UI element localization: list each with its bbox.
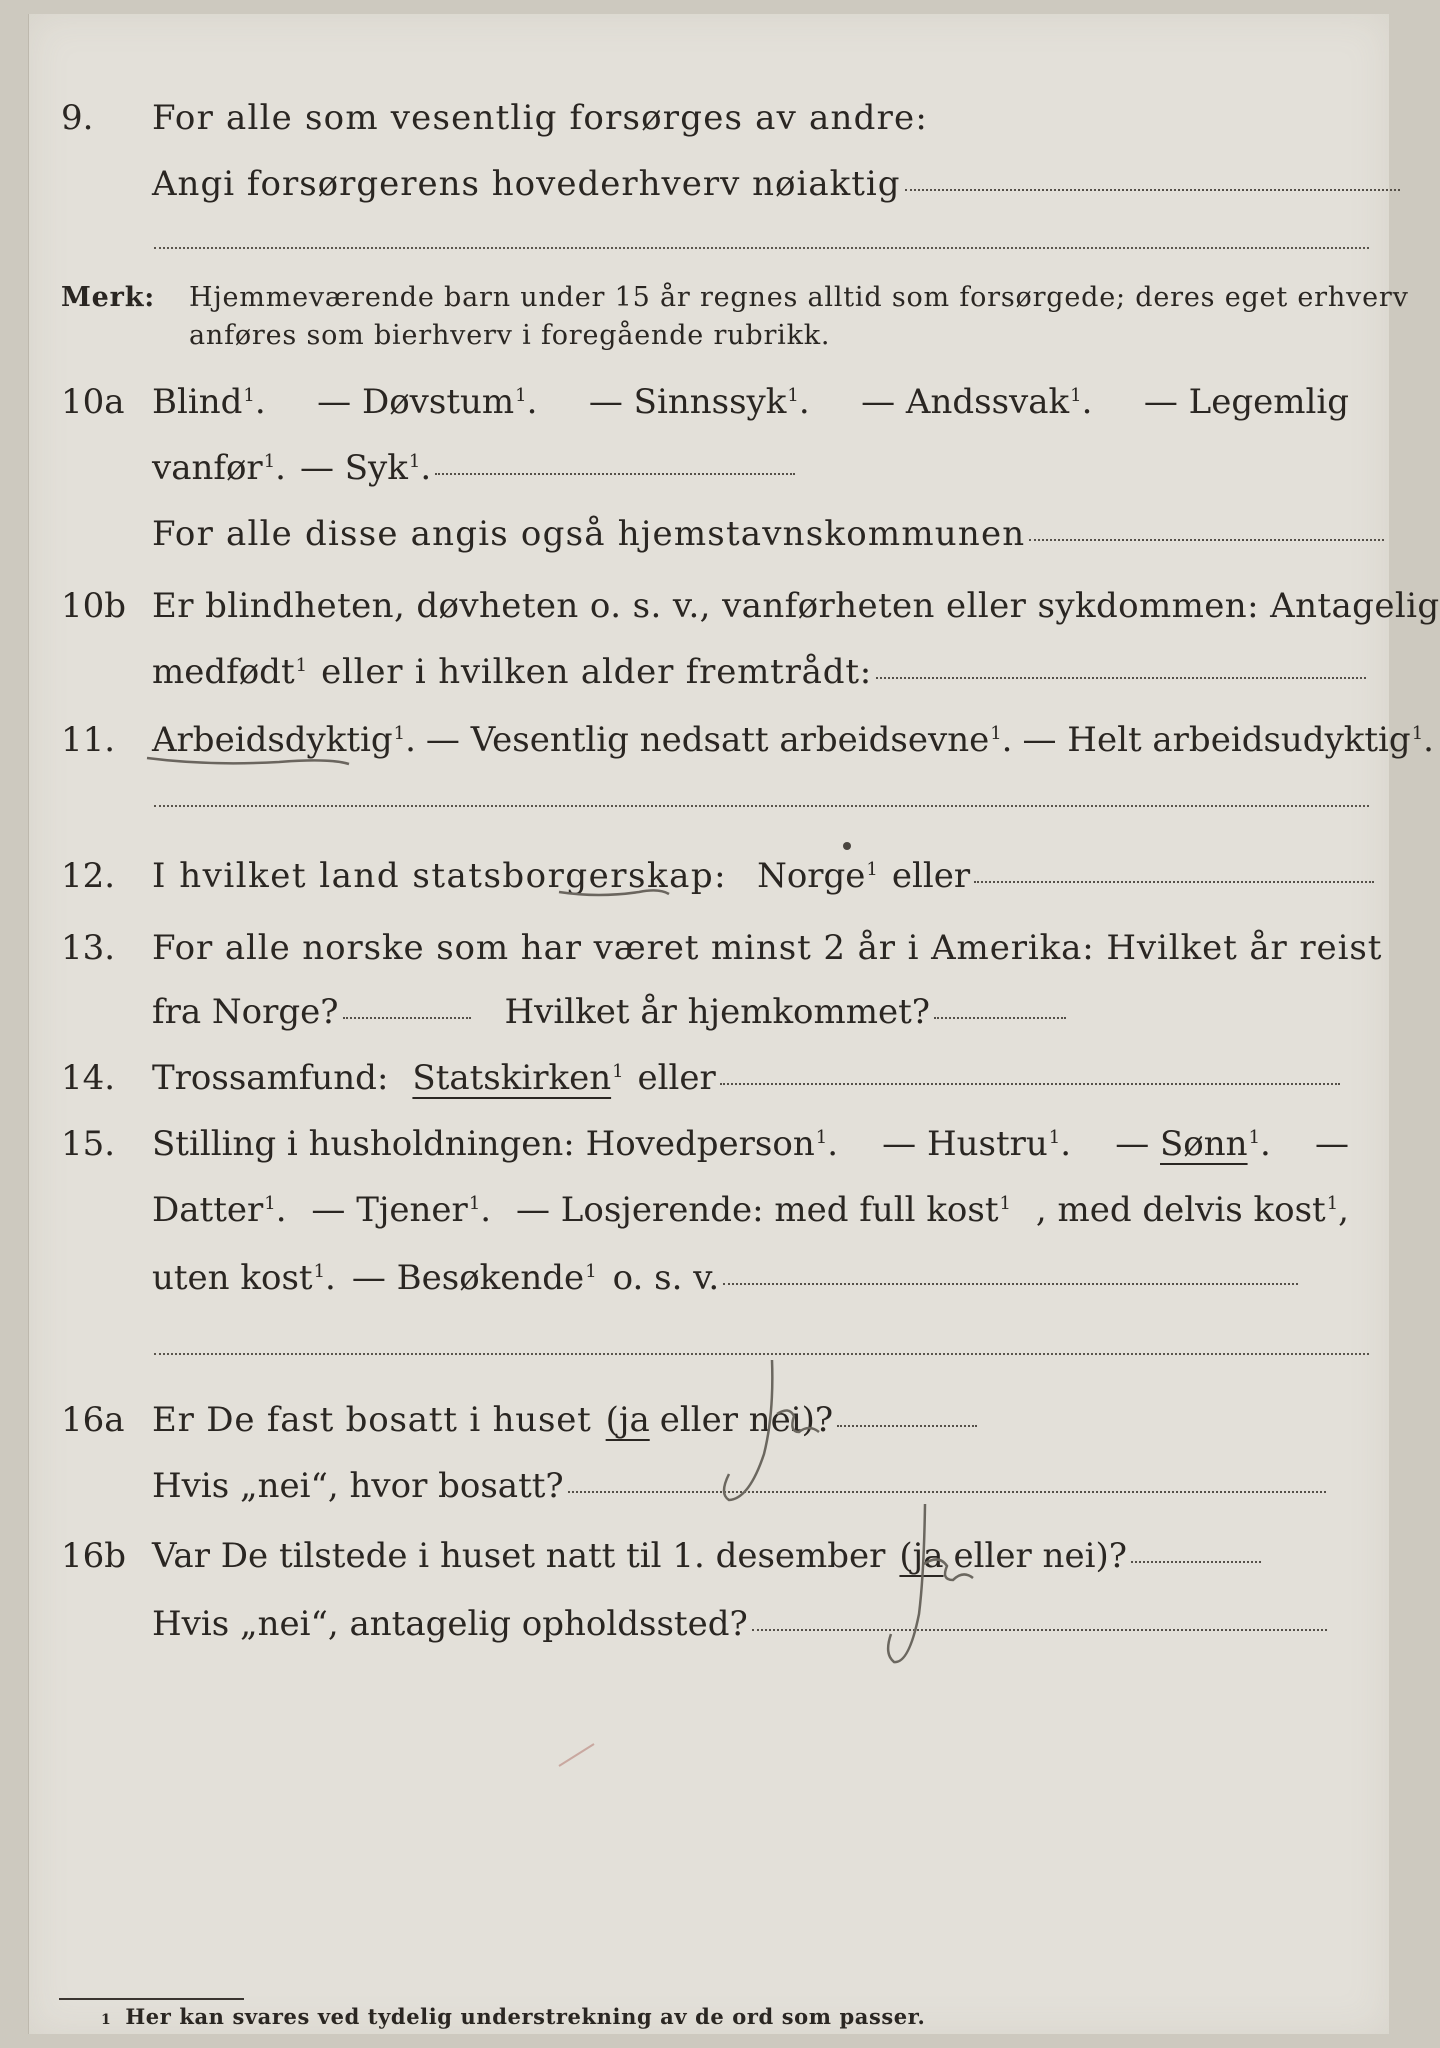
q9-provider-label: Angi forsørgerens hovederhverv nøiaktig <box>152 164 901 204</box>
stray-pencil-mark <box>559 1744 594 1766</box>
option-tjener[interactable]: — Tjener$^1$. <box>311 1190 492 1230</box>
q14-line1: Trossamfund: Statskirken$^1$ eller <box>152 1058 1340 1098</box>
option-hovedperson[interactable]: Stilling i husholdningen: Hovedperson$^1$. <box>152 1124 838 1164</box>
question-number-11: 11. <box>61 720 116 760</box>
q9-text: For alle som vesentlig forsørges av andre: <box>152 98 929 138</box>
option-statskirken[interactable]: Statskirken$^1$ <box>412 1058 624 1098</box>
option-nedsatt[interactable]: — Vesentlig nedsatt arbeidsevne$^1$. <box>425 720 1013 760</box>
q16b-line1: Var De tilstede i huset natt til 1. desember (ja eller nei)? <box>152 1536 1261 1576</box>
hjemstavnskommune-label: For alle disse angis også hjemstavnskommunen <box>152 514 1026 554</box>
option-sinnssyk[interactable]: — Sinnssyk$^1$. <box>588 382 810 422</box>
question-number-16b: 16b <box>61 1536 127 1576</box>
option-hustru[interactable]: — Hustru$^1$. <box>882 1124 1072 1164</box>
q10b-line2: medfødt$^1$ eller i hvilken alder fremtrådt: <box>152 652 1366 692</box>
merk-line2: anføres som bierhverv i foregående rubrikk. <box>189 320 831 351</box>
option-uten-kost[interactable]: uten kost$^1$. <box>152 1258 336 1298</box>
q16a-line1: Er De fast bosatt i huset (ja eller nei)? <box>152 1400 977 1440</box>
q10b-line1: Er blindheten, døvheten o. s. v., vanførheten eller sykdommen: Antagelig <box>152 586 1440 626</box>
option-syk[interactable]: — Syk$^1$. <box>299 448 432 488</box>
footnote: 1 Her kan svares ved tydelig understrekning av de ord som passer. <box>101 2004 926 2029</box>
question-number-9: 9. <box>61 98 94 138</box>
option-andssvak[interactable]: — Andssvak$^1$. <box>861 382 1093 422</box>
option-legemlig[interactable]: — Legemlig <box>1143 382 1349 422</box>
q15-line3: uten kost$^1$. — Besøkende$^1$ o. s. v. <box>152 1258 1298 1298</box>
merk-line1: Hjemmeværende barn under 15 år regnes alltid som forsørgede; deres eget erhverv <box>189 282 1409 313</box>
option-delvis-kost[interactable]: , med delvis kost$^1$, <box>1035 1190 1349 1230</box>
q13-line2: fra Norge? Hvilket år hjemkommet? <box>152 992 1066 1032</box>
option-medfodt[interactable]: medfødt$^1$ <box>152 652 308 692</box>
merk-label: Merk: <box>61 282 155 313</box>
question-number-12: 12. <box>61 856 116 896</box>
handwritten-ja-16b-icon <box>888 1504 973 1662</box>
option-ja-16a[interactable]: (ja <box>605 1400 650 1440</box>
q13-line1: For alle norske som har været minst 2 år i Amerika: Hvilket år reist <box>152 928 1383 968</box>
q16a-line2: Hvis „nei“, hvor bosatt? <box>152 1466 1326 1506</box>
pencil-underline-arbeidsdyktig <box>147 758 349 764</box>
question-number-10b: 10b <box>61 586 127 626</box>
option-norge[interactable]: Norge$^1$ <box>757 856 878 896</box>
census-form-page <box>28 14 1440 2034</box>
q15-line1: Stilling i husholdningen: Hovedperson$^1$. — Hustru$^1$. — Sønn$^1$. — <box>152 1124 1349 1164</box>
option-sonn[interactable]: — Sønn$^1$. <box>1115 1124 1271 1164</box>
question-number-10a: 10a <box>61 382 125 422</box>
q16b-line2: Hvis „nei“, antagelig opholdssted? <box>152 1604 1327 1644</box>
question-number-13: 13. <box>61 928 116 968</box>
ink-dot <box>843 842 851 850</box>
option-full-kost[interactable]: — Losjerende: med full kost$^1$ <box>515 1190 1011 1230</box>
option-vanfor[interactable]: vanfør$^1$. <box>152 448 286 488</box>
pencil-underline-norge <box>559 890 669 895</box>
option-dovstum[interactable]: — Døvstum$^1$. <box>317 382 538 422</box>
option-ja-16b[interactable]: (ja <box>899 1536 944 1576</box>
option-datter[interactable]: Datter$^1$. <box>152 1190 287 1230</box>
question-number-16a: 16a <box>61 1400 125 1440</box>
option-blind[interactable]: Blind$^1$. <box>152 382 266 422</box>
question-number-14: 14. <box>61 1058 116 1098</box>
handwritten-ja-16a-icon <box>724 1360 819 1500</box>
option-arbeidsdyktig[interactable]: Arbeidsdyktig$^1$. <box>152 720 416 760</box>
handwriting-layer <box>29 14 1389 2034</box>
q12-line1: I hvilket land statsborgerskap: Norge$^1$ eller <box>152 856 1374 896</box>
option-besokende[interactable]: — Besøkende$^1$ <box>351 1258 597 1298</box>
question-number-15: 15. <box>61 1124 116 1164</box>
option-udyktig[interactable]: — Helt arbeidsudyktig$^1$. <box>1022 720 1434 760</box>
